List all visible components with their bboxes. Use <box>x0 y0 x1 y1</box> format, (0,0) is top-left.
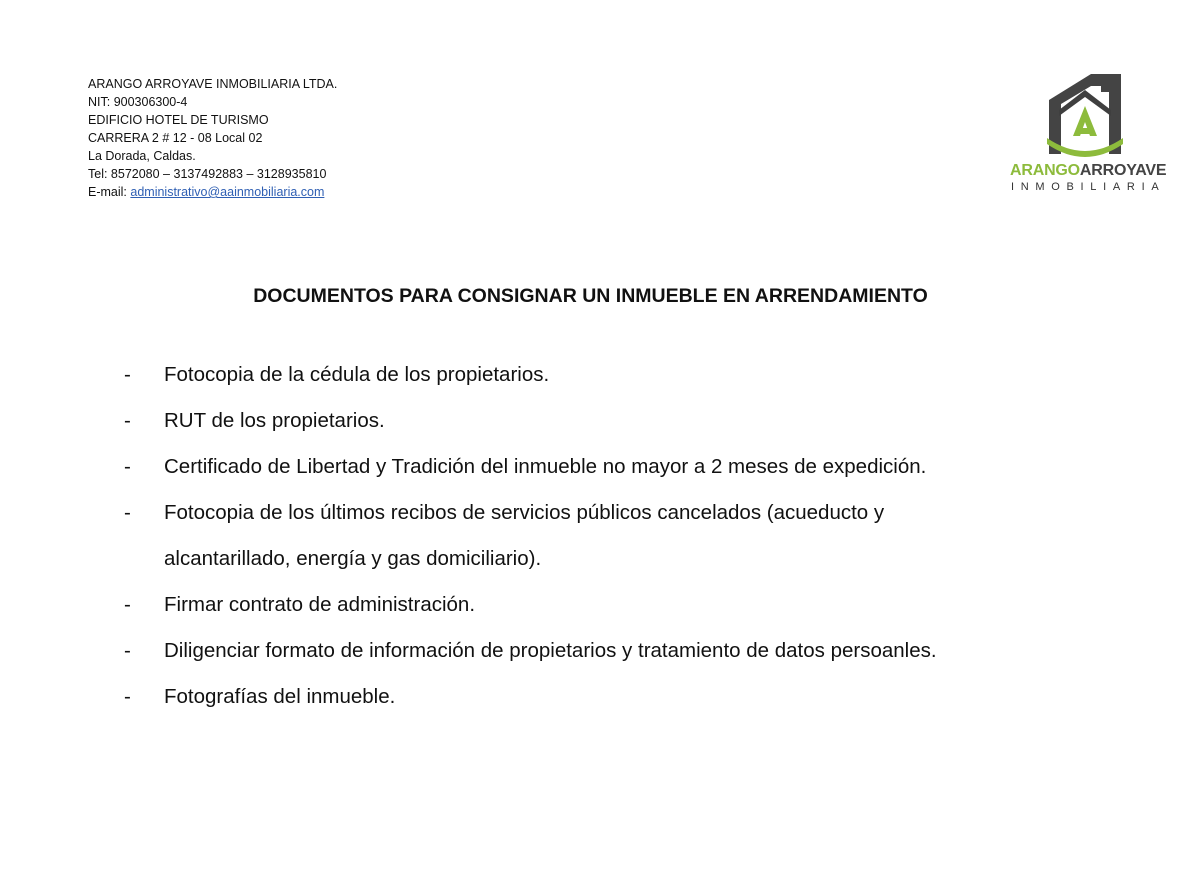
requirement-text: Firmar contrato de administración. <box>164 593 476 616</box>
bullet-dash: - <box>124 455 131 478</box>
requirement-text: alcantarillado, energía y gas domiciliario). <box>164 547 542 570</box>
requirement-item <box>124 444 937 490</box>
requirement-item <box>124 582 937 628</box>
requirement-item <box>124 490 937 582</box>
company-phones: Tel: 8572080 – 3137492883 – 3128935810 <box>88 167 327 181</box>
email-link[interactable]: administrativo@aainmobiliaria.com <box>130 185 325 199</box>
requirements-list <box>124 352 937 720</box>
company-email-row <box>88 183 337 201</box>
bullet-dash: - <box>124 501 131 524</box>
requirement-text: RUT de los propietarios. <box>164 409 385 432</box>
document-title: DOCUMENTOS PARA CONSIGNAR UN INMUEBLE EN ARRENDAMIENTO <box>253 285 928 307</box>
logo-name <box>1010 162 1166 180</box>
requirement-text: Fotocopia de los últimos recibos de servicios públicos cancelados (acueducto y <box>164 501 885 524</box>
email-label: E-mail: <box>88 185 131 199</box>
company-logo <box>1005 72 1165 196</box>
company-building: EDIFICIO HOTEL DE TURISMO <box>88 113 269 127</box>
logo-subtitle: INMOBILIARIA <box>1011 181 1166 193</box>
requirement-item <box>124 674 937 720</box>
logo-name-part1: ARANGO <box>1010 162 1080 179</box>
logo-name-part2: ARROYAVE <box>1079 162 1167 179</box>
requirement-text: Diligenciar formato de información de propietarios y tratamiento de datos persoanles. <box>164 639 937 662</box>
company-info <box>88 75 337 201</box>
bullet-dash: - <box>124 363 131 386</box>
requirement-text: Fotocopia de la cédula de los propietarios. <box>164 363 550 386</box>
requirement-item <box>124 398 937 444</box>
bullet-dash: - <box>124 409 131 432</box>
bullet-dash: - <box>124 685 131 708</box>
requirement-text: Certificado de Libertad y Tradición del inmueble no mayor a 2 meses de expedición. <box>164 455 927 478</box>
company-name: ARANGO ARROYAVE INMOBILIARIA LTDA. <box>88 77 338 91</box>
requirement-text: Fotografías del inmueble. <box>164 685 396 708</box>
requirement-item <box>124 628 937 674</box>
requirement-item <box>124 352 937 398</box>
company-nit: NIT: 900306300-4 <box>88 95 188 109</box>
bullet-dash: - <box>124 639 131 662</box>
house-logo-icon <box>1045 72 1125 162</box>
company-city: La Dorada, Caldas. <box>88 149 196 163</box>
company-address: CARRERA 2 # 12 - 08 Local 02 <box>88 131 263 145</box>
bullet-dash: - <box>124 593 131 616</box>
